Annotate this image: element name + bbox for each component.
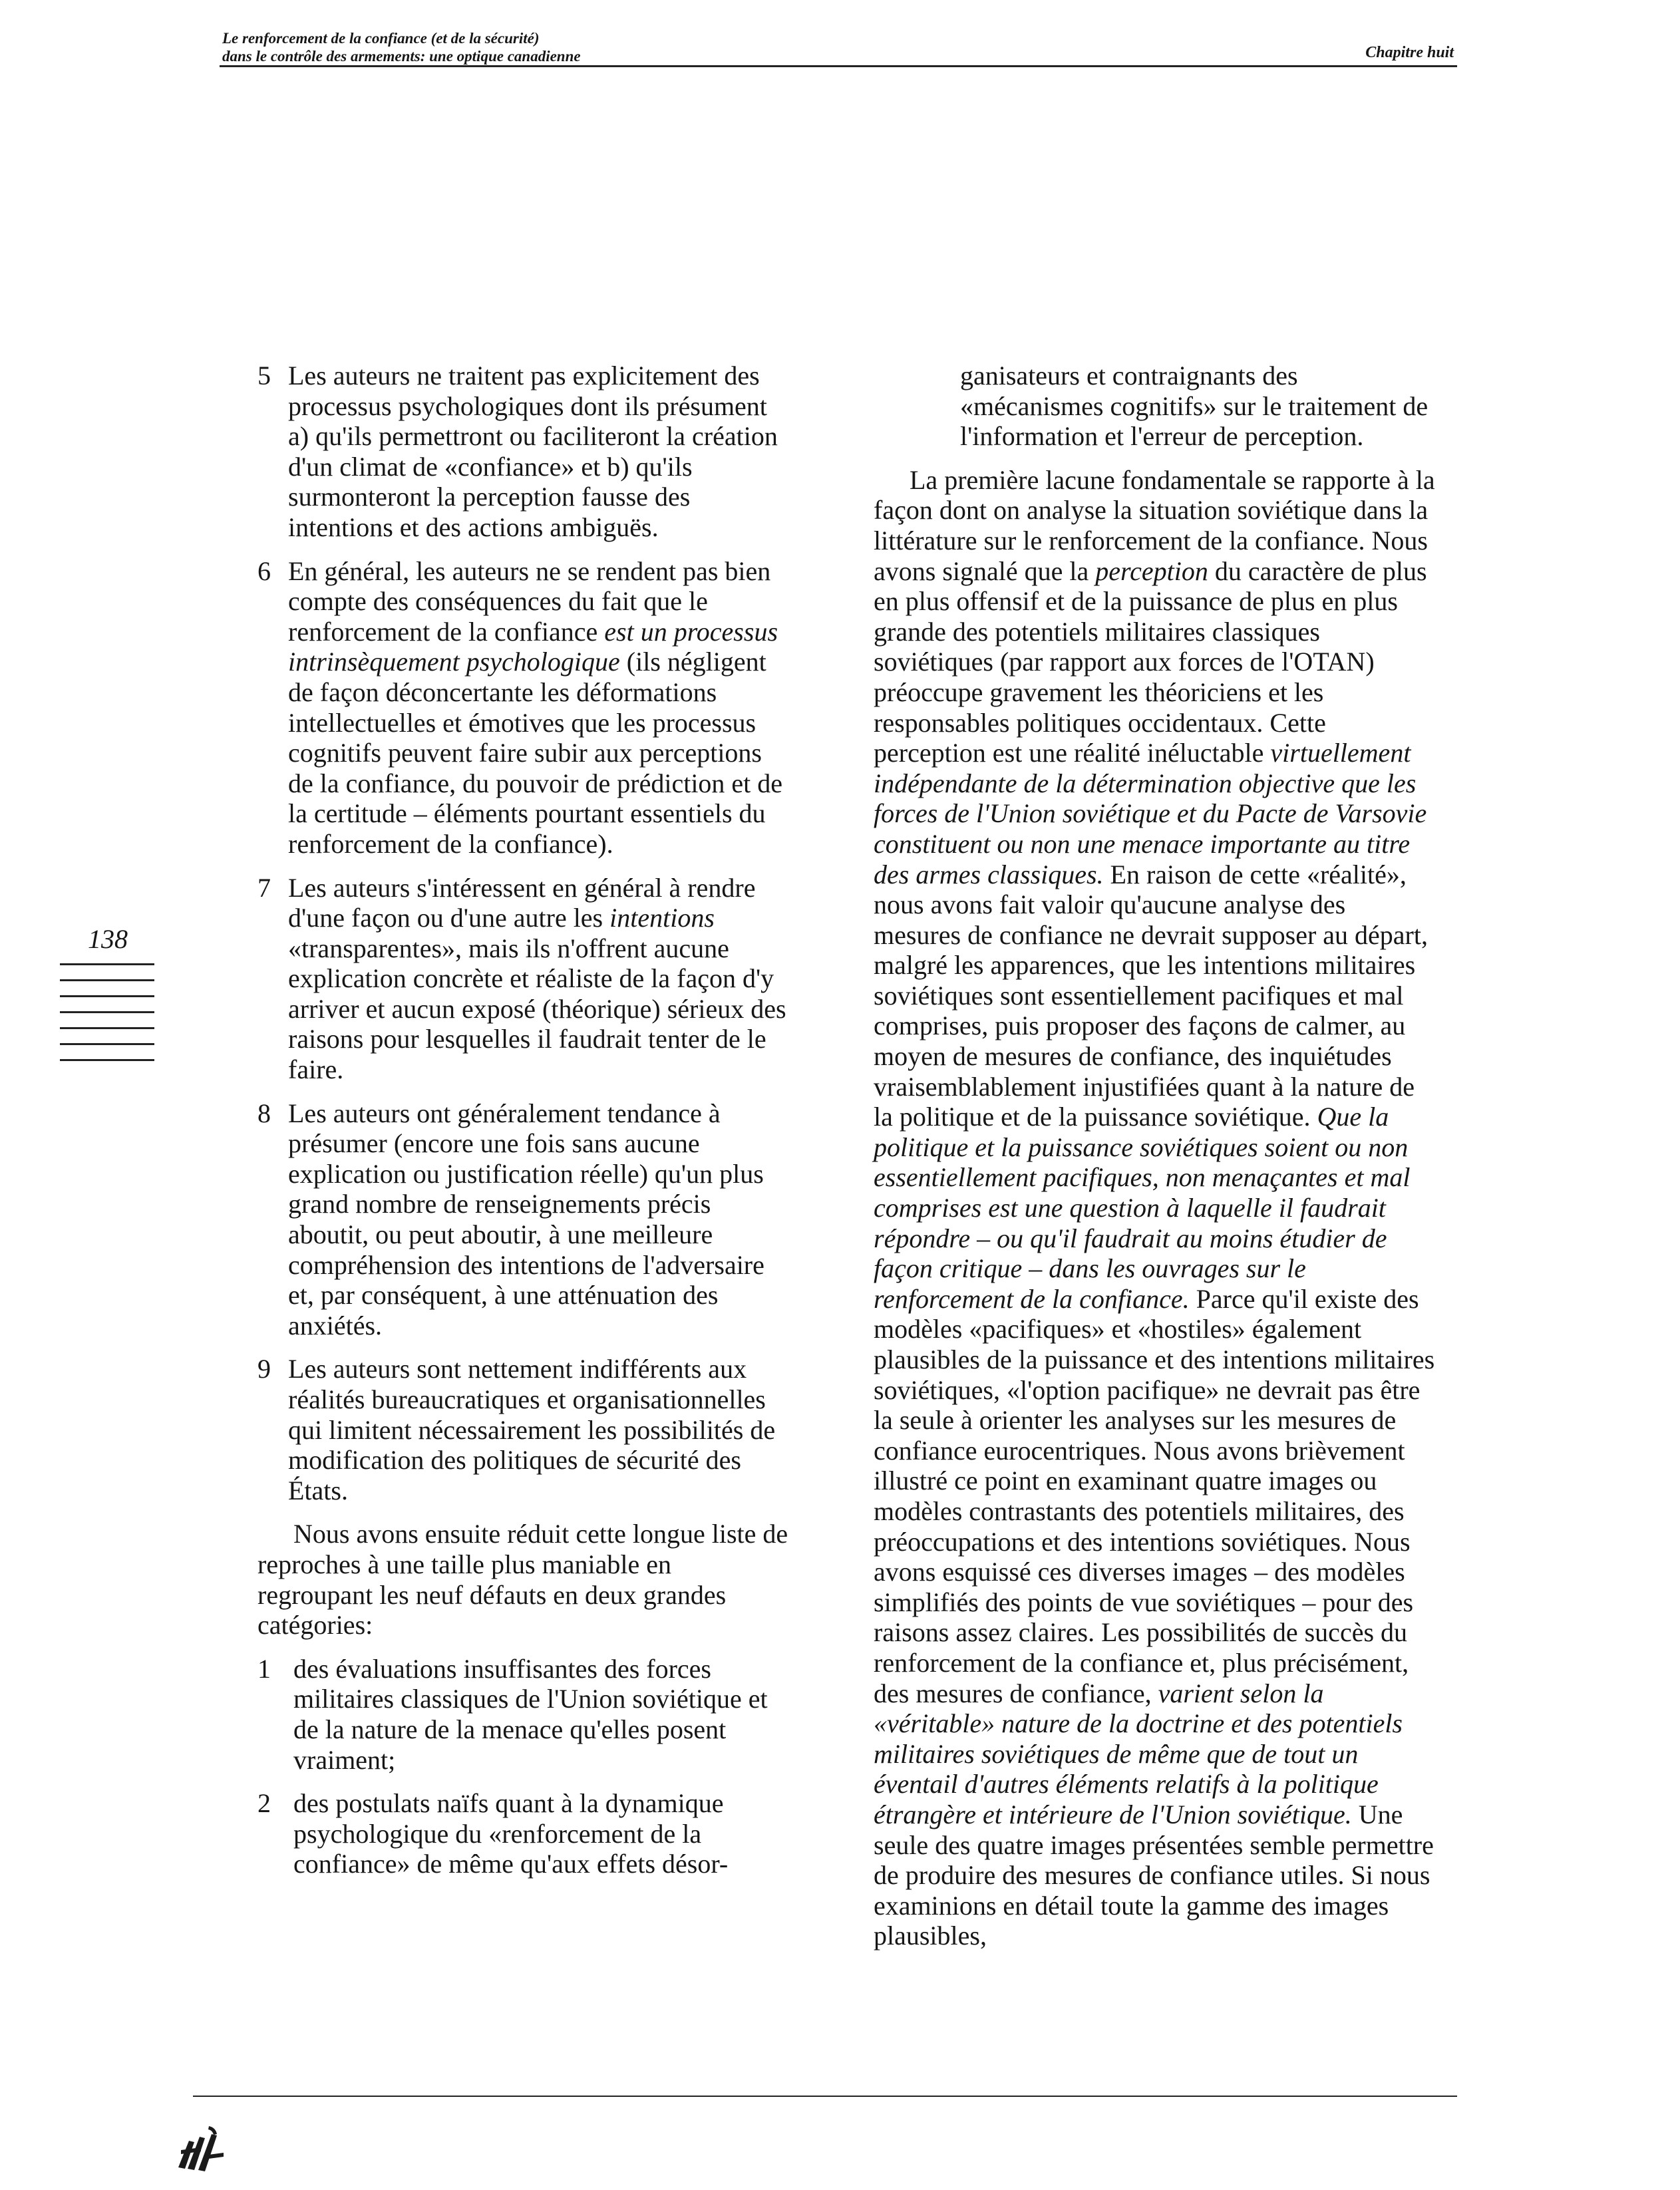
item-text: Les auteurs ne traitent pas explicitement des processus psychologiques dont ils présument a) qu'ils permettront ou faciliteront la création d'un climat de «confiance» et b) qu'ils surmonteront la perception fausse des intentions et des actions ambiguës. xyxy=(288,361,778,542)
footer-rule xyxy=(193,2096,1457,2097)
running-header xyxy=(222,29,1021,65)
item-number: 5 xyxy=(257,361,271,391)
margin-line xyxy=(60,963,154,965)
item-text xyxy=(288,873,790,1085)
item-text: des évaluations insuffisantes des forces militaires classiques de l'Union soviétique et de la nature de la menace qu'elles posent vraiment; xyxy=(293,1653,768,1775)
item-number: 8 xyxy=(257,1098,271,1128)
emphasis-text: Que la politique et la puissance soviétiques soient ou non essentiellement pacifiques, non menaçantes et mal comprises est une question à laquelle il faudrait répondre – ou qu'il faudrait au moins étudier de façon critique – dans les ouvrages sur le renforcement de la confiance. xyxy=(874,1102,1411,1314)
margin-line xyxy=(60,1027,154,1029)
margin-line xyxy=(60,1011,154,1013)
list-item xyxy=(257,556,790,860)
emphasis-text: est un processus intrinsèquement psychologique xyxy=(288,616,778,677)
text-run: «transparentes», mais ils n'offrent aucune explication concrète et réaliste de la façon d'y arriver et aucun exposé (théorique) sérieux des raisons pour lesquelles il faudrait tenter de le faire. xyxy=(288,933,786,1085)
category-item xyxy=(257,1654,790,1775)
left-column xyxy=(257,361,790,1893)
emphasis-text: virtuellement indépendante de la détermination objective que les forces de l'Union soviétique et du Pacte de Varsovie constituent ou non une menace importante au titre des armes classiques. xyxy=(874,738,1427,889)
item-number: 6 xyxy=(257,555,271,586)
header-title-line2: dans le contrôle des armements: une optique canadienne xyxy=(222,48,581,65)
item-number: 7 xyxy=(257,872,271,903)
header-rule xyxy=(220,65,1457,67)
right-column xyxy=(874,361,1436,1964)
item-text: Les auteurs ont généralement tendance à présumer (encore une fois sans aucune explication ou justification réelle) qu'un plus grand nombre de renseignements précis aboutit, ou peut aboutir, à une meilleure compréhension des intentions de l'adversaire et, par conséquent, à une atténuation des anxiétés. xyxy=(288,1098,764,1340)
item-number: 9 xyxy=(257,1354,271,1384)
item-number: 2 xyxy=(257,1788,271,1819)
item-text xyxy=(288,556,790,860)
text-run: En raison de cette «réalité», nous avons fait valoir qu'aucune analyse des mesures de confiance ne devrait supposer au départ, malgré les apparences, que les intentions militaires soviétiques sont essentiellement pacifiques et mal comprises, puis proposer des façons de calmer, au moyen de mesures de confiance, des inquiétudes vraisemblablement injustifiées quant à la nature de la politique et de la puissance soviétique. xyxy=(874,859,1428,1132)
chapter-label: Chapitre huit xyxy=(1365,44,1454,61)
item-number: 1 xyxy=(257,1653,271,1684)
list-item xyxy=(257,1354,790,1505)
margin-decoration xyxy=(60,963,154,1075)
margin-line xyxy=(60,1059,154,1061)
publisher-logo-icon xyxy=(174,2121,228,2174)
emphasis-text: intentions xyxy=(609,903,715,933)
text-run: (ils négligent de façon déconcertante les déformations intellectuelles et émotives que les processus cognitifs peuvent faire subir aux perceptions de la confiance, du pouvoir de prédiction et de la certitude – éléments pourtant essentiels du renforcement de la confiance). xyxy=(288,647,783,859)
emphasis-text: varient selon la «véritable» nature de la doctrine et des potentiels militaires soviétiques de même que de tout un éventail d'autres éléments relatifs à la politique étrangère et intérieure de l'Union soviétique. xyxy=(874,1678,1403,1829)
text-run: Les auteurs s'intéressent en général à rendre d'une façon ou d'une autre les xyxy=(288,872,756,933)
list-item xyxy=(257,873,790,1085)
list-item xyxy=(257,1098,790,1341)
margin-line xyxy=(60,979,154,981)
list-item xyxy=(257,361,790,543)
text-run: La première lacune fondamentale se rapporte à la façon dont on analyse la situation soviétique dans la littérature sur le renforcement de la confiance. Nous avons signalé que la xyxy=(874,464,1435,586)
page-number: 138 xyxy=(88,924,128,954)
summary-paragraph: Nous avons ensuite réduit cette longue liste de reproches à une taille plus maniable en regroupant les neuf défauts en deux grandes catégories: xyxy=(257,1519,788,1641)
item-text: Les auteurs sont nettement indifférents aux réalités bureaucratiques et organisationnelles qui limitent nécessairement les possibilités de modification des politiques de sécurité des États. xyxy=(288,1354,776,1505)
margin-line xyxy=(60,1043,154,1045)
text-run: En général, les auteurs ne se rendent pas bien compte des conséquences du fait que le renforcement de la confiance xyxy=(288,555,771,647)
text-run: Parce qu'il existe des modèles «pacifiques» et «hostiles» également plausibles de la puissance et des intentions militaires soviétiques, «l'option pacifique» ne devrait pas être la seule à orienter les analyses sur les mesures de confiance eurocentriques. Nous avons brièvement illustré ce point en examinant quatre images ou modèles contrastants des potentiels militaires, des préoccupations et des intentions soviétiques. Nous avons esquissé ces diverses images – des modèles simplifiés des points de vue soviétiques – pour des raisons assez claires. Les possibilités de succès du renforcement de la confiance et, plus précisément, des mesures de confiance, xyxy=(874,1283,1435,1708)
margin-line xyxy=(60,995,154,997)
header-title-line1: Le renforcement de la confiance (et de la sécurité) xyxy=(222,30,540,47)
body-paragraph xyxy=(874,465,1436,1951)
continuation-paragraph: ganisateurs et contraignants des «mécanismes cognitifs» sur le traitement de l'information et l'erreur de perception. xyxy=(960,361,1428,452)
text-run: Une seule des quatre images présentées semble permettre de produire des mesures de confiance utiles. Si nous examinions en détail toute la gamme des images plausibles, xyxy=(874,1799,1434,1951)
text-run: du caractère de plus en plus offensif et de la puissance de plus en plus grande des potentiels militaires classiques soviétiques (par rapport aux forces de l'OTAN) préoccupe gravement les théoriciens et les responsables politiques occidentaux. Cette perception est une réalité inéluctable xyxy=(874,555,1427,768)
category-item xyxy=(257,1788,790,1879)
emphasis-text: perception xyxy=(1095,555,1208,586)
item-text: des postulats naïfs quant à la dynamique psychologique du «renforcement de la confiance» de même qu'aux effets désor- xyxy=(293,1788,729,1879)
